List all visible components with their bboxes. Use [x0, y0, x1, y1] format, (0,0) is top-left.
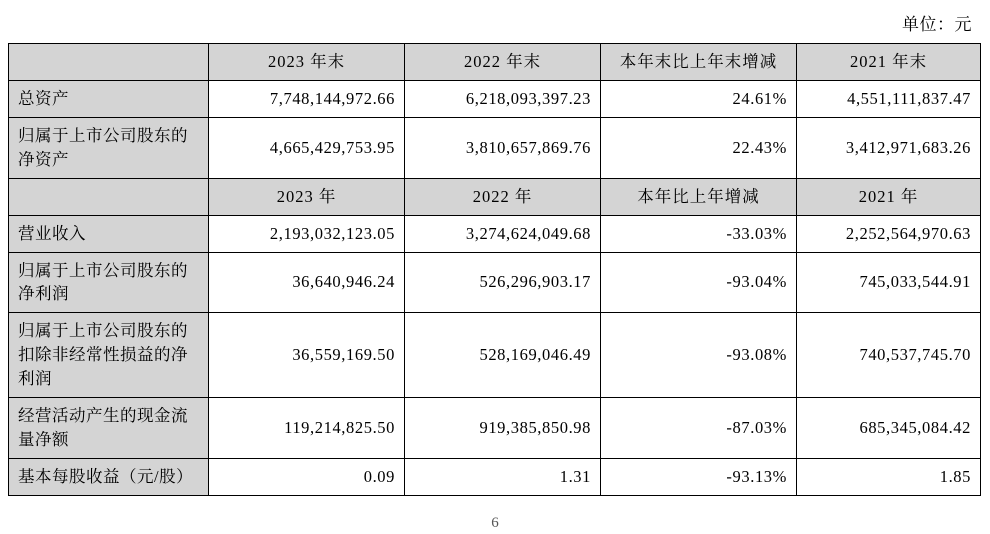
table-row — [9, 215, 981, 252]
cell-net-assets-2021: 3,412,971,683.26 — [797, 117, 981, 178]
cell-revenue-change: -33.03% — [601, 215, 797, 252]
table-header-row-period-year — [9, 178, 981, 215]
header-cell-2023-end: 2023 年末 — [209, 44, 405, 81]
cell-net-profit-2021: 745,033,544.91 — [797, 252, 981, 313]
cell-net-assets-2023: 4,665,429,753.95 — [209, 117, 405, 178]
cell-net-profit-deducted-2023: 36,559,169.50 — [209, 313, 405, 398]
cell-net-profit-2023: 36,640,946.24 — [209, 252, 405, 313]
cell-basic-eps-2023: 0.09 — [209, 458, 405, 495]
row-label-basic-eps: 基本每股收益（元/股） — [9, 458, 209, 495]
header-cell-empty-1 — [9, 44, 209, 81]
cell-basic-eps-2021: 1.85 — [797, 458, 981, 495]
cell-revenue-2021: 2,252,564,970.63 — [797, 215, 981, 252]
cell-net-profit-2022: 526,296,903.17 — [405, 252, 601, 313]
row-label-operating-cash-flow: 经营活动产生的现金流量净额 — [9, 398, 209, 459]
cell-net-profit-deducted-2021: 740,537,745.70 — [797, 313, 981, 398]
cell-revenue-2022: 3,274,624,049.68 — [405, 215, 601, 252]
cell-net-profit-deducted-2022: 528,169,046.49 — [405, 313, 601, 398]
row-label-net-assets: 归属于上市公司股东的净资产 — [9, 117, 209, 178]
cell-basic-eps-2022: 1.31 — [405, 458, 601, 495]
row-label-revenue: 营业收入 — [9, 215, 209, 252]
cell-total-assets-2023: 7,748,144,972.66 — [209, 80, 405, 117]
table-row — [9, 398, 981, 459]
cell-total-assets-2021: 4,551,111,837.47 — [797, 80, 981, 117]
cell-revenue-2023: 2,193,032,123.05 — [209, 215, 405, 252]
cell-operating-cash-flow-2022: 919,385,850.98 — [405, 398, 601, 459]
cell-total-assets-change: 24.61% — [601, 80, 797, 117]
unit-note: 单位：元 — [902, 15, 972, 34]
header-cell-empty-2 — [9, 178, 209, 215]
cell-basic-eps-change: -93.13% — [601, 458, 797, 495]
row-label-total-assets: 总资产 — [9, 80, 209, 117]
header-cell-yoy-end: 本年末比上年末增减 — [601, 44, 797, 81]
header-cell-2022-year: 2022 年 — [405, 178, 601, 215]
row-label-net-profit-deducted: 归属于上市公司股东的扣除非经常性损益的净利润 — [9, 313, 209, 398]
table-row — [9, 252, 981, 313]
cell-net-profit-change: -93.04% — [601, 252, 797, 313]
header-cell-2021-end: 2021 年末 — [797, 44, 981, 81]
header-cell-2021-year: 2021 年 — [797, 178, 981, 215]
cell-total-assets-2022: 6,218,093,397.23 — [405, 80, 601, 117]
page-number: 6 — [491, 515, 499, 531]
header-cell-yoy-year: 本年比上年增减 — [601, 178, 797, 215]
table-row — [9, 313, 981, 398]
table-row — [9, 458, 981, 495]
cell-operating-cash-flow-2021: 685,345,084.42 — [797, 398, 981, 459]
table-header-row-period-end — [9, 44, 981, 81]
table-row — [9, 117, 981, 178]
cell-operating-cash-flow-change: -87.03% — [601, 398, 797, 459]
financial-summary-table — [8, 43, 981, 496]
cell-operating-cash-flow-2023: 119,214,825.50 — [209, 398, 405, 459]
cell-net-assets-2022: 3,810,657,869.76 — [405, 117, 601, 178]
header-cell-2023-year: 2023 年 — [209, 178, 405, 215]
table-row — [9, 80, 981, 117]
cell-net-assets-change: 22.43% — [601, 117, 797, 178]
row-label-net-profit: 归属于上市公司股东的净利润 — [9, 252, 209, 313]
header-cell-2022-end: 2022 年末 — [405, 44, 601, 81]
cell-net-profit-deducted-change: -93.08% — [601, 313, 797, 398]
